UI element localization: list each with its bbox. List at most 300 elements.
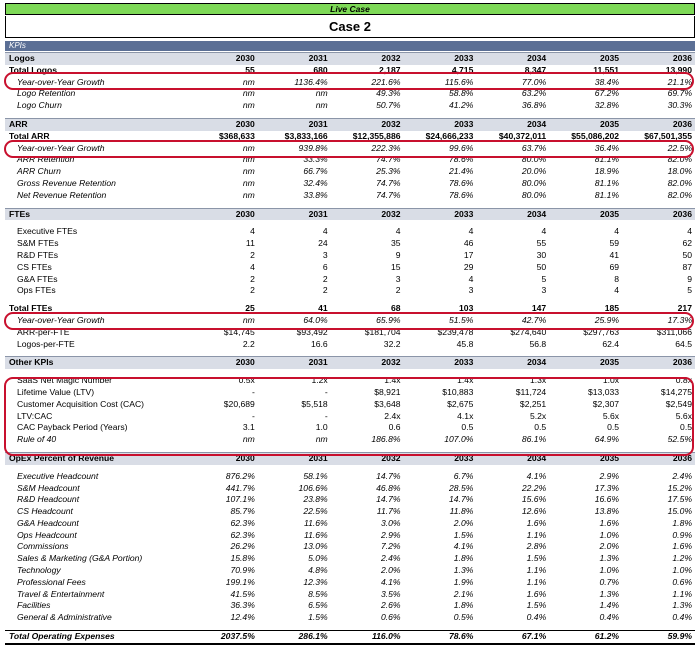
cell-2034: 1.6% <box>526 517 547 528</box>
cell-2034: $2,251 <box>519 398 547 409</box>
cell-2034: 0.5 <box>534 422 547 433</box>
cell-2031: 2031 <box>258 53 331 65</box>
cell-2032: 14.7% <box>376 494 401 505</box>
cell-2030: 41.5% <box>230 588 255 599</box>
cell-2035: 8 <box>614 273 620 284</box>
cell-2035: 67.2% <box>594 88 620 99</box>
cell-2033: 11.8% <box>449 506 474 517</box>
row-label: Travel & Entertainment <box>17 588 105 599</box>
cell-2035: 59 <box>609 238 620 249</box>
row-label: Technology <box>17 565 61 576</box>
cell-2032: 3.0% <box>380 517 401 528</box>
cell-2032: 74.7% <box>376 154 401 165</box>
row-label: Logos <box>5 53 185 65</box>
cell-2036: 2036 <box>622 208 695 220</box>
cell-2030: 4 <box>250 226 255 237</box>
cell-2034: 1.3x <box>529 375 547 386</box>
cell-2031: $5,518 <box>301 398 328 409</box>
cell-2030: nm <box>242 166 255 177</box>
cell-2033: 58.8% <box>449 88 474 99</box>
cell-2035: 69 <box>609 261 620 272</box>
cell-2032: 50.7% <box>376 100 401 111</box>
cell-2036: 15.2% <box>667 482 692 493</box>
cell-2035: $2,307 <box>592 398 620 409</box>
cell-2036: 82.0% <box>667 189 692 200</box>
cell-2034: 147 <box>531 303 547 314</box>
cell-2030: 2030 <box>185 357 258 369</box>
cell-2036: 1.3% <box>672 600 692 611</box>
cell-2035: 36.4% <box>594 142 620 153</box>
cell-2033: 1.3% <box>453 565 474 576</box>
cell-2031: - <box>324 386 328 397</box>
cell-2030: 36.3% <box>230 600 255 611</box>
cell-2033: 107.0% <box>444 434 474 445</box>
row-label: Sales & Marketing (G&A Portion) <box>17 553 143 564</box>
cell-2030: 199.1% <box>225 576 255 587</box>
cell-2031: 1.0 <box>315 422 328 433</box>
cell-2035: 81.1% <box>594 189 620 200</box>
table-row <box>5 178 695 190</box>
cell-2036: 13,990 <box>665 64 692 75</box>
row-label: ARR Retention <box>17 154 75 165</box>
cell-2034: 80.0% <box>521 154 547 165</box>
cell-2030: - <box>251 386 255 397</box>
cell-2032: 2.6% <box>380 600 401 611</box>
row-label: Ops Headcount <box>17 529 77 540</box>
cell-2034: 2034 <box>476 118 549 130</box>
row-label: R&D FTEs <box>17 249 59 260</box>
cell-2032: 1.4x <box>384 375 401 386</box>
cell-2036: $14,275 <box>660 386 692 397</box>
cell-2030: 62.3% <box>230 517 255 528</box>
cell-2031: 66.7% <box>303 166 328 177</box>
row-label: G&A FTEs <box>17 273 58 284</box>
cell-2033: 46 <box>463 238 474 249</box>
cell-2030: 2 <box>250 249 255 260</box>
row-label: S&M Headcount <box>17 482 80 493</box>
cell-2032: 2032 <box>331 118 404 130</box>
cell-2036: 4 <box>687 226 692 237</box>
cell-2031: 286.1% <box>258 631 331 644</box>
row-label: Year-over-Year Growth <box>17 76 105 87</box>
table-row <box>5 131 695 143</box>
row-label: Facilities <box>17 600 51 611</box>
cell-2034: 56.8 <box>529 338 547 349</box>
table-row <box>5 262 695 274</box>
cell-2034: 12.6% <box>521 506 547 517</box>
cell-2035: 18.9% <box>594 166 620 177</box>
cell-2033: 29 <box>463 261 474 272</box>
cell-2034: 1.5% <box>526 553 547 564</box>
cell-2034: $274,640 <box>510 326 547 337</box>
table-row <box>5 422 695 434</box>
cell-2033: 2033 <box>404 53 477 65</box>
cell-2036: 0.9% <box>672 529 692 540</box>
cell-2033: 51.5% <box>449 314 474 325</box>
cell-2030: 25 <box>245 303 255 314</box>
cell-2034: 1.5% <box>526 600 547 611</box>
cell-2033: 3 <box>468 285 474 296</box>
cell-2035: $13,033 <box>587 386 620 397</box>
cell-2034: 1.1% <box>526 529 547 540</box>
cell-2030: 2 <box>250 273 255 284</box>
cell-2034: 5.2x <box>529 410 547 421</box>
cell-2030: 876.2% <box>225 470 255 481</box>
cell-2032: 68 <box>390 303 401 314</box>
cell-2033: 28.5% <box>449 482 474 493</box>
row-label: Lifetime Value (LTV) <box>17 386 95 397</box>
cell-2033: 0.5% <box>453 612 474 623</box>
cell-2035: 11,551 <box>593 64 620 75</box>
table-row <box>5 399 695 411</box>
cell-2033: $239,478 <box>437 326 474 337</box>
cell-2036: 17.5% <box>667 494 692 505</box>
cell-2030: 55 <box>245 64 255 75</box>
cell-2036: 0.8x <box>675 375 692 386</box>
row-label: CAC Payback Period (Years) <box>17 422 128 433</box>
cell-2034: 80.0% <box>521 189 547 200</box>
cell-2035: 4 <box>614 285 620 296</box>
table-row <box>5 154 695 166</box>
cell-2036: 1.2% <box>672 553 692 564</box>
cell-2030: 441.7% <box>225 482 255 493</box>
cell-2034: 63.2% <box>521 88 547 99</box>
cell-2034: 4 <box>541 226 547 237</box>
table-row <box>5 88 695 100</box>
cell-2030: nm <box>242 88 255 99</box>
cell-2036: 30.3% <box>667 100 692 111</box>
cell-2032: $8,921 <box>374 386 401 397</box>
cell-2036: 0.4% <box>672 612 692 623</box>
cell-2034: 36.8% <box>521 100 547 111</box>
cell-2032: 9 <box>395 249 401 260</box>
cell-2036: 5 <box>687 285 692 296</box>
row-label: Executive FTEs <box>17 226 78 237</box>
cell-2033: 2.1% <box>453 588 474 599</box>
cell-2033: 2033 <box>404 452 477 464</box>
cell-2032: 7.2% <box>380 541 401 552</box>
cell-2035: 2035 <box>549 357 622 369</box>
cell-2034: 5 <box>541 273 547 284</box>
cell-2034: 50 <box>536 261 547 272</box>
cell-2036: 1.8% <box>672 517 692 528</box>
cell-2031: 32.4% <box>303 177 328 188</box>
cell-2031: 8.5% <box>308 588 328 599</box>
cell-2030: 2030 <box>185 53 258 65</box>
cell-2033: 2033 <box>404 118 477 130</box>
cell-2036: 2036 <box>622 118 695 130</box>
cell-2031: 24 <box>318 238 328 249</box>
cell-2032: 11.7% <box>376 506 401 517</box>
cell-2034: 80.0% <box>521 177 547 188</box>
cell-2030: 2030 <box>185 118 258 130</box>
table-row <box>5 631 695 644</box>
cell-2034: 55 <box>536 238 547 249</box>
cell-2031: 680 <box>313 64 328 75</box>
table-row <box>5 612 695 624</box>
table-row <box>5 387 695 399</box>
cell-2033: 78.6% <box>449 154 474 165</box>
cell-2032: 2032 <box>331 357 404 369</box>
cell-2032: 2 <box>395 285 401 296</box>
cell-2031: 2031 <box>258 357 331 369</box>
table-row <box>5 77 695 89</box>
row-label: Logo Churn <box>17 100 62 111</box>
cell-2032: 3.5% <box>380 588 401 599</box>
cell-2033: 4,715 <box>451 64 474 75</box>
table-row <box>5 274 695 286</box>
cell-2035: 2.9% <box>599 470 620 481</box>
cell-2034: $40,372,011 <box>498 130 547 141</box>
row-label: Gross Revenue Retention <box>17 177 116 188</box>
cell-2035: 62.4 <box>602 338 620 349</box>
cell-2031: nm <box>315 434 328 445</box>
cell-2030: nm <box>242 154 255 165</box>
table-row <box>5 143 695 155</box>
cell-2031: nm <box>315 88 328 99</box>
table-row <box>5 411 695 423</box>
cell-2033: 1.4x <box>457 375 474 386</box>
cell-2031: $93,492 <box>296 326 328 337</box>
cell-2030: 62.3% <box>230 529 255 540</box>
cell-2035: 2035 <box>549 118 622 130</box>
cell-2034: 8,347 <box>524 64 547 75</box>
cell-2032: 116.0% <box>331 631 404 644</box>
cell-2033: 4 <box>468 226 474 237</box>
cell-2031: 1.2x <box>311 375 328 386</box>
cell-2033: 78.6% <box>449 177 474 188</box>
cell-2034: 22.2% <box>521 482 547 493</box>
cell-2031: 2031 <box>258 118 331 130</box>
cell-2036: 87 <box>682 261 692 272</box>
cell-2033: 2033 <box>404 208 477 220</box>
cell-2032: 15 <box>390 261 401 272</box>
cell-2032: 0.6% <box>380 612 401 623</box>
cell-2032: 222.3% <box>371 142 401 153</box>
cell-2036: 21.1% <box>667 76 692 87</box>
cell-2033: 1.8% <box>453 600 474 611</box>
cell-2035: 13.8% <box>594 506 620 517</box>
cell-2033: 6.7% <box>453 470 474 481</box>
cell-2035: 1.0% <box>599 529 620 540</box>
cell-2036: 15.0% <box>667 506 692 517</box>
row-label: Executive Headcount <box>17 470 99 481</box>
row-label: ARR Churn <box>17 166 61 177</box>
cell-2033: 21.4% <box>449 166 474 177</box>
cell-2034: 2.8% <box>526 541 547 552</box>
cell-2036: 5.6x <box>675 410 692 421</box>
cell-2034: 77.0% <box>521 76 547 87</box>
cell-2035: 17.3% <box>594 482 620 493</box>
cell-2031: 64.0% <box>303 314 328 325</box>
cell-2036: 50 <box>682 249 692 260</box>
cell-2031: 4.8% <box>308 565 328 576</box>
row-label: Other KPIs <box>5 357 185 369</box>
cell-2035: 1.3% <box>599 553 620 564</box>
cell-2030: nm <box>242 142 255 153</box>
cell-2033: 4.1% <box>453 541 474 552</box>
cell-2033: 2033 <box>404 357 477 369</box>
cell-2035: 81.1% <box>594 154 620 165</box>
table-row <box>5 303 695 315</box>
cell-2032: 4.1% <box>380 576 401 587</box>
cell-2033: 4 <box>468 273 474 284</box>
cell-2033: 2.0% <box>453 517 474 528</box>
cell-2036: 82.0% <box>667 177 692 188</box>
table-row <box>5 530 695 542</box>
cell-2035: $55,086,202 <box>571 130 620 141</box>
cell-2032: 2032 <box>331 208 404 220</box>
cell-2034: 2034 <box>476 452 549 464</box>
cell-2030: 15.8% <box>230 553 255 564</box>
cell-2031: 6 <box>322 261 328 272</box>
cell-2034: 67.1% <box>476 631 549 644</box>
cell-2036: 82.0% <box>667 154 692 165</box>
row-label: S&M FTEs <box>17 238 59 249</box>
cell-2035: 0.5 <box>607 422 620 433</box>
cell-2031: 939.8% <box>298 142 328 153</box>
cell-2035: 1.3% <box>599 588 620 599</box>
cell-2033: $2,675 <box>447 398 474 409</box>
table-row <box>5 494 695 506</box>
cell-2035: 1.0x <box>602 375 620 386</box>
cell-2032: 74.7% <box>376 177 401 188</box>
table-row <box>5 565 695 577</box>
cell-2035: 38.4% <box>594 76 620 87</box>
cell-2032: 14.7% <box>376 470 401 481</box>
cell-2031: 23.8% <box>303 494 328 505</box>
cell-2035: 16.6% <box>594 494 620 505</box>
table-row <box>5 339 695 351</box>
cell-2030: nm <box>242 434 255 445</box>
cell-2034: 3 <box>541 285 547 296</box>
cell-2033: 0.5 <box>461 422 474 433</box>
cell-2030: nm <box>242 189 255 200</box>
cell-2031: $3,833,166 <box>284 130 328 141</box>
row-label: R&D Headcount <box>17 494 80 505</box>
section-header-row <box>5 452 695 464</box>
cell-2030: 2 <box>250 285 255 296</box>
cell-2036: 17.3% <box>667 314 692 325</box>
cell-2035: 1.4% <box>599 600 620 611</box>
table-row <box>5 375 695 387</box>
cell-2033: 115.6% <box>444 76 474 87</box>
row-label: Year-over-Year Growth <box>17 314 105 325</box>
cell-2035: 4 <box>614 226 620 237</box>
cell-2031: 11.6% <box>303 517 328 528</box>
table-row <box>5 65 695 77</box>
table-row <box>5 600 695 612</box>
row-label: OpEx Percent of Revenue <box>5 452 185 464</box>
cell-2031: 2 <box>322 285 328 296</box>
cell-2030: 85.7% <box>230 506 255 517</box>
cell-2030: 107.1% <box>225 494 255 505</box>
cell-2032: 2032 <box>331 53 404 65</box>
cell-2036: 2036 <box>622 357 695 369</box>
cell-2032: $12,355,886 <box>352 130 401 141</box>
cell-2031: 1.5% <box>308 612 328 623</box>
table-row <box>5 100 695 112</box>
cell-2031: 106.6% <box>298 482 328 493</box>
cell-2036: 2.4% <box>672 470 692 481</box>
table-row <box>5 577 695 589</box>
table-row <box>5 285 695 297</box>
cell-2031: 1136.4% <box>294 76 328 87</box>
section-header-row <box>5 208 695 220</box>
cell-2033: 4.1x <box>457 410 474 421</box>
cell-2035: 1.0% <box>599 565 620 576</box>
table-row <box>5 315 695 327</box>
cell-2036: 2036 <box>622 452 695 464</box>
cell-2033: 78.6% <box>404 631 477 644</box>
cell-2031: 3 <box>322 249 328 260</box>
cell-2030: 26.2% <box>230 541 255 552</box>
cell-2030: 12.4% <box>230 612 255 623</box>
table-row <box>5 190 695 202</box>
table-row <box>5 506 695 518</box>
cell-2035: 81.1% <box>594 177 620 188</box>
cell-2035: 2035 <box>549 452 622 464</box>
cell-2035: 2035 <box>549 208 622 220</box>
cell-2033: 1.9% <box>453 576 474 587</box>
cell-2032: $3,648 <box>374 398 401 409</box>
row-label: Ops FTEs <box>17 285 56 296</box>
cell-2035: 185 <box>604 303 620 314</box>
cell-2032: 2.0% <box>380 565 401 576</box>
cell-2035: 2035 <box>549 53 622 65</box>
cell-2031: 22.5% <box>303 506 328 517</box>
row-label: Total Operating Expenses <box>5 631 185 644</box>
cell-2034: 1.1% <box>526 576 547 587</box>
cell-2032: 2.4x <box>384 410 401 421</box>
cell-2033: 78.6% <box>449 189 474 200</box>
row-label: Rule of 40 <box>17 434 57 445</box>
cell-2036: 18.0% <box>667 166 692 177</box>
cell-2030: nm <box>242 76 255 87</box>
cell-2034: $11,724 <box>515 386 547 397</box>
kpi-table <box>5 52 695 645</box>
cell-2033: $10,883 <box>442 386 474 397</box>
cell-2030: 2030 <box>185 452 258 464</box>
cell-2036: 2036 <box>622 53 695 65</box>
cell-2033: 45.8 <box>456 338 474 349</box>
cell-2031: 33.8% <box>303 189 328 200</box>
row-label: Logo Retention <box>17 88 76 99</box>
cell-2032: 49.3% <box>376 88 401 99</box>
cell-2030: 70.9% <box>230 565 255 576</box>
row-label: G&A Headcount <box>17 517 79 528</box>
table-row <box>5 250 695 262</box>
cell-2034: 15.6% <box>521 494 547 505</box>
case-title: Case 2 <box>5 16 695 38</box>
cell-2036: 9 <box>687 273 692 284</box>
cell-2032: 3 <box>395 273 401 284</box>
cell-2035: 5.6x <box>602 410 620 421</box>
cell-2033: 99.6% <box>449 142 474 153</box>
table-row <box>5 434 695 446</box>
cell-2031: 13.0% <box>303 541 328 552</box>
cell-2031: 2031 <box>258 452 331 464</box>
cell-2031: 12.3% <box>303 576 328 587</box>
cell-2032: 2.4% <box>380 553 401 564</box>
cell-2031: 5.0% <box>308 553 328 564</box>
cell-2036: 59.9% <box>622 631 695 644</box>
cell-2031: 33.3% <box>303 154 328 165</box>
table-row <box>5 238 695 250</box>
cell-2035: 25.9% <box>594 314 620 325</box>
cell-2036: 0.5 <box>680 422 692 433</box>
row-label: CS FTEs <box>17 261 52 272</box>
